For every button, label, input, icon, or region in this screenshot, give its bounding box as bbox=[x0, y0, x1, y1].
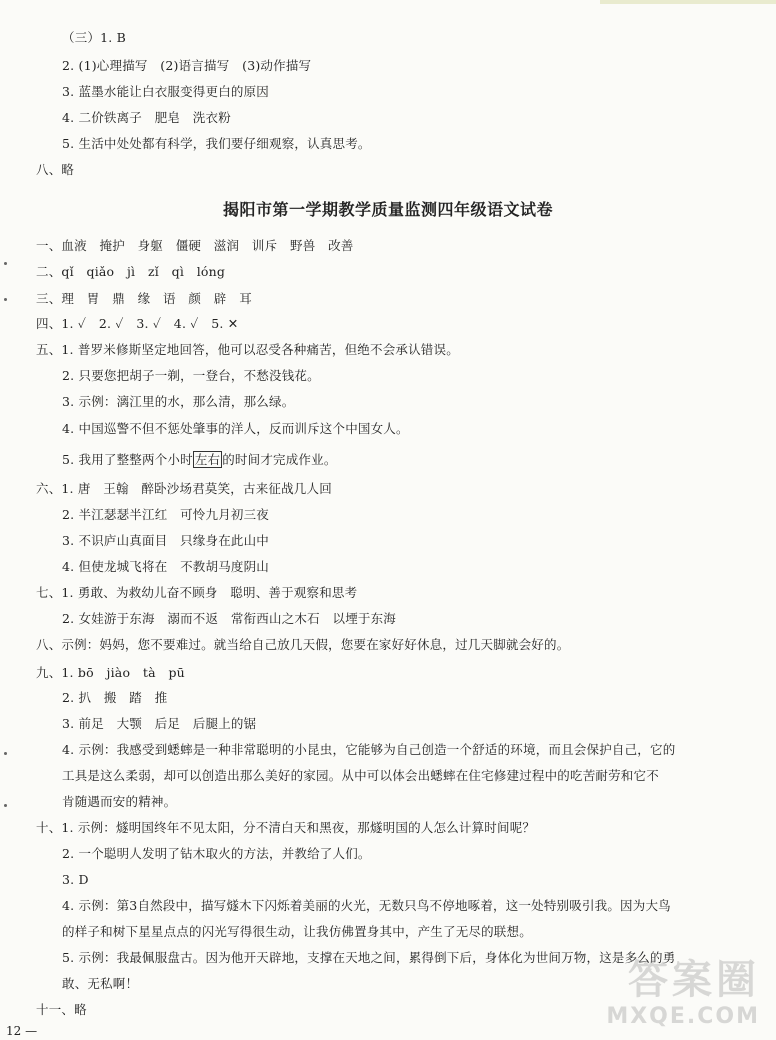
binding-mark bbox=[4, 298, 7, 301]
answer-line: 一、血液 掩护 身躯 僵硬 滋润 训斥 野兽 改善 bbox=[36, 238, 354, 253]
answer-line: 4. 二价铁离子 肥皂 洗衣粉 bbox=[62, 110, 231, 125]
answer-line: 2. 扒 搬 踏 推 bbox=[62, 690, 168, 705]
answer-line: 3. 蓝墨水能让白衣服变得更白的原因 bbox=[62, 84, 270, 99]
answer-line: 5. 生活中处处都有科学，我们要仔细观察，认真思考。 bbox=[62, 136, 371, 151]
answer-line: 2. 半江瑟瑟半江红 可怜九月初三夜 bbox=[62, 507, 270, 522]
site-watermark bbox=[554, 948, 764, 1038]
answer-line: 3. 示例：漓江里的水，那么清，那么绿。 bbox=[62, 394, 295, 409]
answer-line: 六、1. 唐 王翰 醉卧沙场君莫笑，古来征战几人回 bbox=[36, 481, 332, 496]
answer-line: 2. 一个聪明人发明了钻木取火的方法，并教给了人们。 bbox=[62, 846, 371, 861]
scan-edge-strip bbox=[600, 0, 776, 4]
answer-line: 四、1. ✓ 2. ✓ 3. ✓ 4. ✓ 5. ✕ bbox=[36, 316, 239, 331]
answer-line: 的样子和树下星星点点的闪光写得很生动，让我仿佛置身其中，产生了无尽的联想。 bbox=[62, 924, 532, 939]
page-number: 12 — bbox=[6, 1024, 38, 1038]
answer-text: 5. 我用了整整两个小时 bbox=[62, 452, 193, 467]
answer-line: 三、理 胃 鼎 缘 语 颜 辟 耳 bbox=[36, 291, 252, 306]
answer-line: 九、1. bō jiào tà pū bbox=[36, 665, 185, 680]
answer-line: 2. 只要您把胡子一剃，一登台，不愁没钱花。 bbox=[62, 368, 320, 383]
answer-line: 八、略 bbox=[36, 162, 75, 177]
answer-line: 5. 示例：我最佩服盘古。因为他开天辟地，支撑在天地之间，累得倒下后，身体化为世间万物，这是多么的勇 bbox=[62, 950, 676, 965]
exam-title: 揭阳市第一学期教学质量监测四年级语文试卷 bbox=[222, 200, 553, 219]
answer-line: 工具是这么柔弱，却可以创造出那么美好的家园。从中可以体会出蟋蟀在住宅修建过程中的吃苦耐劳和它不 bbox=[62, 768, 659, 783]
answer-line-with-correction bbox=[62, 452, 337, 468]
answer-line: 4. 中国巡警不但不惩处肇事的洋人，反而训斥这个中国女人。 bbox=[62, 421, 409, 436]
answer-line: 十、1. 示例：燧明国终年不见太阳，分不清白天和黑夜，那燧明国的人怎么计算时间呢？ bbox=[36, 820, 536, 835]
answer-line: 二、qǐ qiǎo jì zǐ qì lóng bbox=[36, 264, 226, 279]
circled-word: 左右 bbox=[194, 452, 221, 467]
answer-line: 肯随遇而安的精神。 bbox=[62, 794, 177, 809]
answer-line: 3. D bbox=[62, 872, 89, 887]
binding-mark bbox=[4, 262, 7, 265]
answer-line: 八、示例：妈妈，您不要难过。就当给自己放几天假，您要在家好好休息，过几天脚就会好的。 bbox=[36, 637, 570, 652]
answer-line: 4. 示例：第3自然段中，描写燧木下闪烁着美丽的火光，无数只鸟不停地啄着，这一处特别吸引我。因为大鸟 bbox=[62, 898, 671, 913]
watermark-logo-text: 答案圈 bbox=[628, 957, 760, 1003]
answer-line: 4. 但使龙城飞将在 不教胡马度阴山 bbox=[62, 559, 270, 574]
answer-line: 3. 不识庐山真面目 只缘身在此山中 bbox=[62, 533, 270, 548]
answer-line: 4. 示例：我感受到蟋蟀是一种非常聪明的小昆虫，它能够为自己创造一个舒适的环境，而且会保护自己，它的 bbox=[62, 742, 676, 757]
answer-line: 2. 女娃游于东海 溺而不返 常衔西山之木石 以堙于东海 bbox=[62, 611, 397, 626]
answer-line: 敢、无私啊！ bbox=[62, 976, 139, 991]
answer-line: 五、1. 普罗米修斯坚定地回答，他可以忍受各种痛苦，但绝不会承认错误。 bbox=[36, 342, 459, 357]
answer-line: 2. (1)心理描写 (2)语言描写 (3)动作描写 bbox=[62, 58, 312, 73]
answer-line: 十一、略 bbox=[36, 1002, 87, 1017]
answer-line: 3. 前足 大颚 后足 后腿上的锯 bbox=[62, 716, 257, 731]
answer-line: （三）1. B bbox=[62, 30, 126, 45]
binding-mark bbox=[4, 752, 7, 755]
answer-line: 七、1. 勇敢、为救幼儿奋不顾身 聪明、善于观察和思考 bbox=[36, 585, 358, 600]
watermark-url: MXQE.COM bbox=[606, 1004, 760, 1029]
binding-mark bbox=[4, 804, 7, 807]
answer-text: 的时间才完成作业。 bbox=[222, 452, 337, 467]
